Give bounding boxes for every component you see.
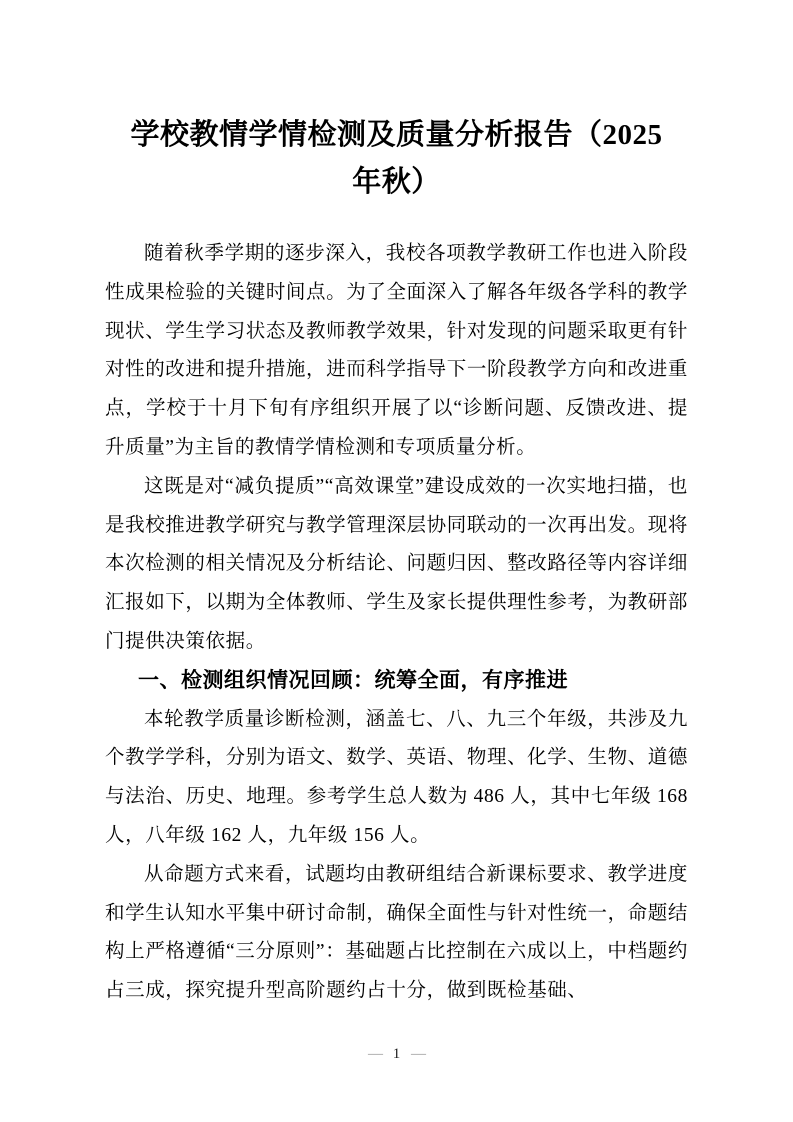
page-number: 1 — [392, 1046, 401, 1062]
paragraph-test-scope: 本轮教学质量诊断检测，涵盖七、八、九三个年级，共涉及九个教学学科，分别为语文、数学、英语、物理、化学、生物、道德与法治、历史、地理。参考学生总人数为 486 人，其中七年级 168 人，八年级 162 人，九年级 156 人。 — [105, 708, 688, 846]
document-title-line-1: 学校教情学情检测及质量分析报告（2025 — [130, 119, 663, 151]
paragraph-test-design: 从命题方式来看，试题均由教研组结合新课标要求、教学进度和学生认知水平集中研讨命制，确保全面性与针对性统一，命题结构上严格遵循“三分原则”：基础题占比控制在六成以上，中档题约占三成，探究提升型高阶题约占十分，做到既检基础、 — [105, 863, 688, 1002]
page-footer — [0, 1044, 793, 1065]
document-title-line-2: 年秋） — [352, 166, 441, 198]
paragraph-purpose: 这既是对“减负提质”“高效课堂”建设成效的一次实地扫描，也是我校推进教学研究与教学管理深层协同联动的一次再出发。现将本次检测的相关情况及分析结论、问题归因、整改路径等内容详细汇报如下，以期为全体教师、学生及家长提供理性参考，为教研部门提供决策依据。 — [105, 475, 688, 652]
footer-dash-right: — — [411, 1046, 425, 1062]
document-title — [105, 112, 688, 206]
section-heading-1: 一、检测组织情况回顾：统筹全面，有序推进 — [138, 668, 568, 692]
footer-dash-left: — — [368, 1046, 382, 1062]
paragraph-intro: 随着秋季学期的逐步深入，我校各项教学教研工作也进入阶段性成果检验的关键时间点。为了全面深入了解各年级各学科的教学现状、学生学习状态及教师教学效果，针对发现的问题采取更有针对性的改进和提升措施，进而科学指导下一阶段教学方向和改进重点，学校于十月下旬有序组织开展了以“诊断问题、反馈改进、提升质量”为主旨的教情学情检测和专项质量分析。 — [105, 243, 688, 458]
